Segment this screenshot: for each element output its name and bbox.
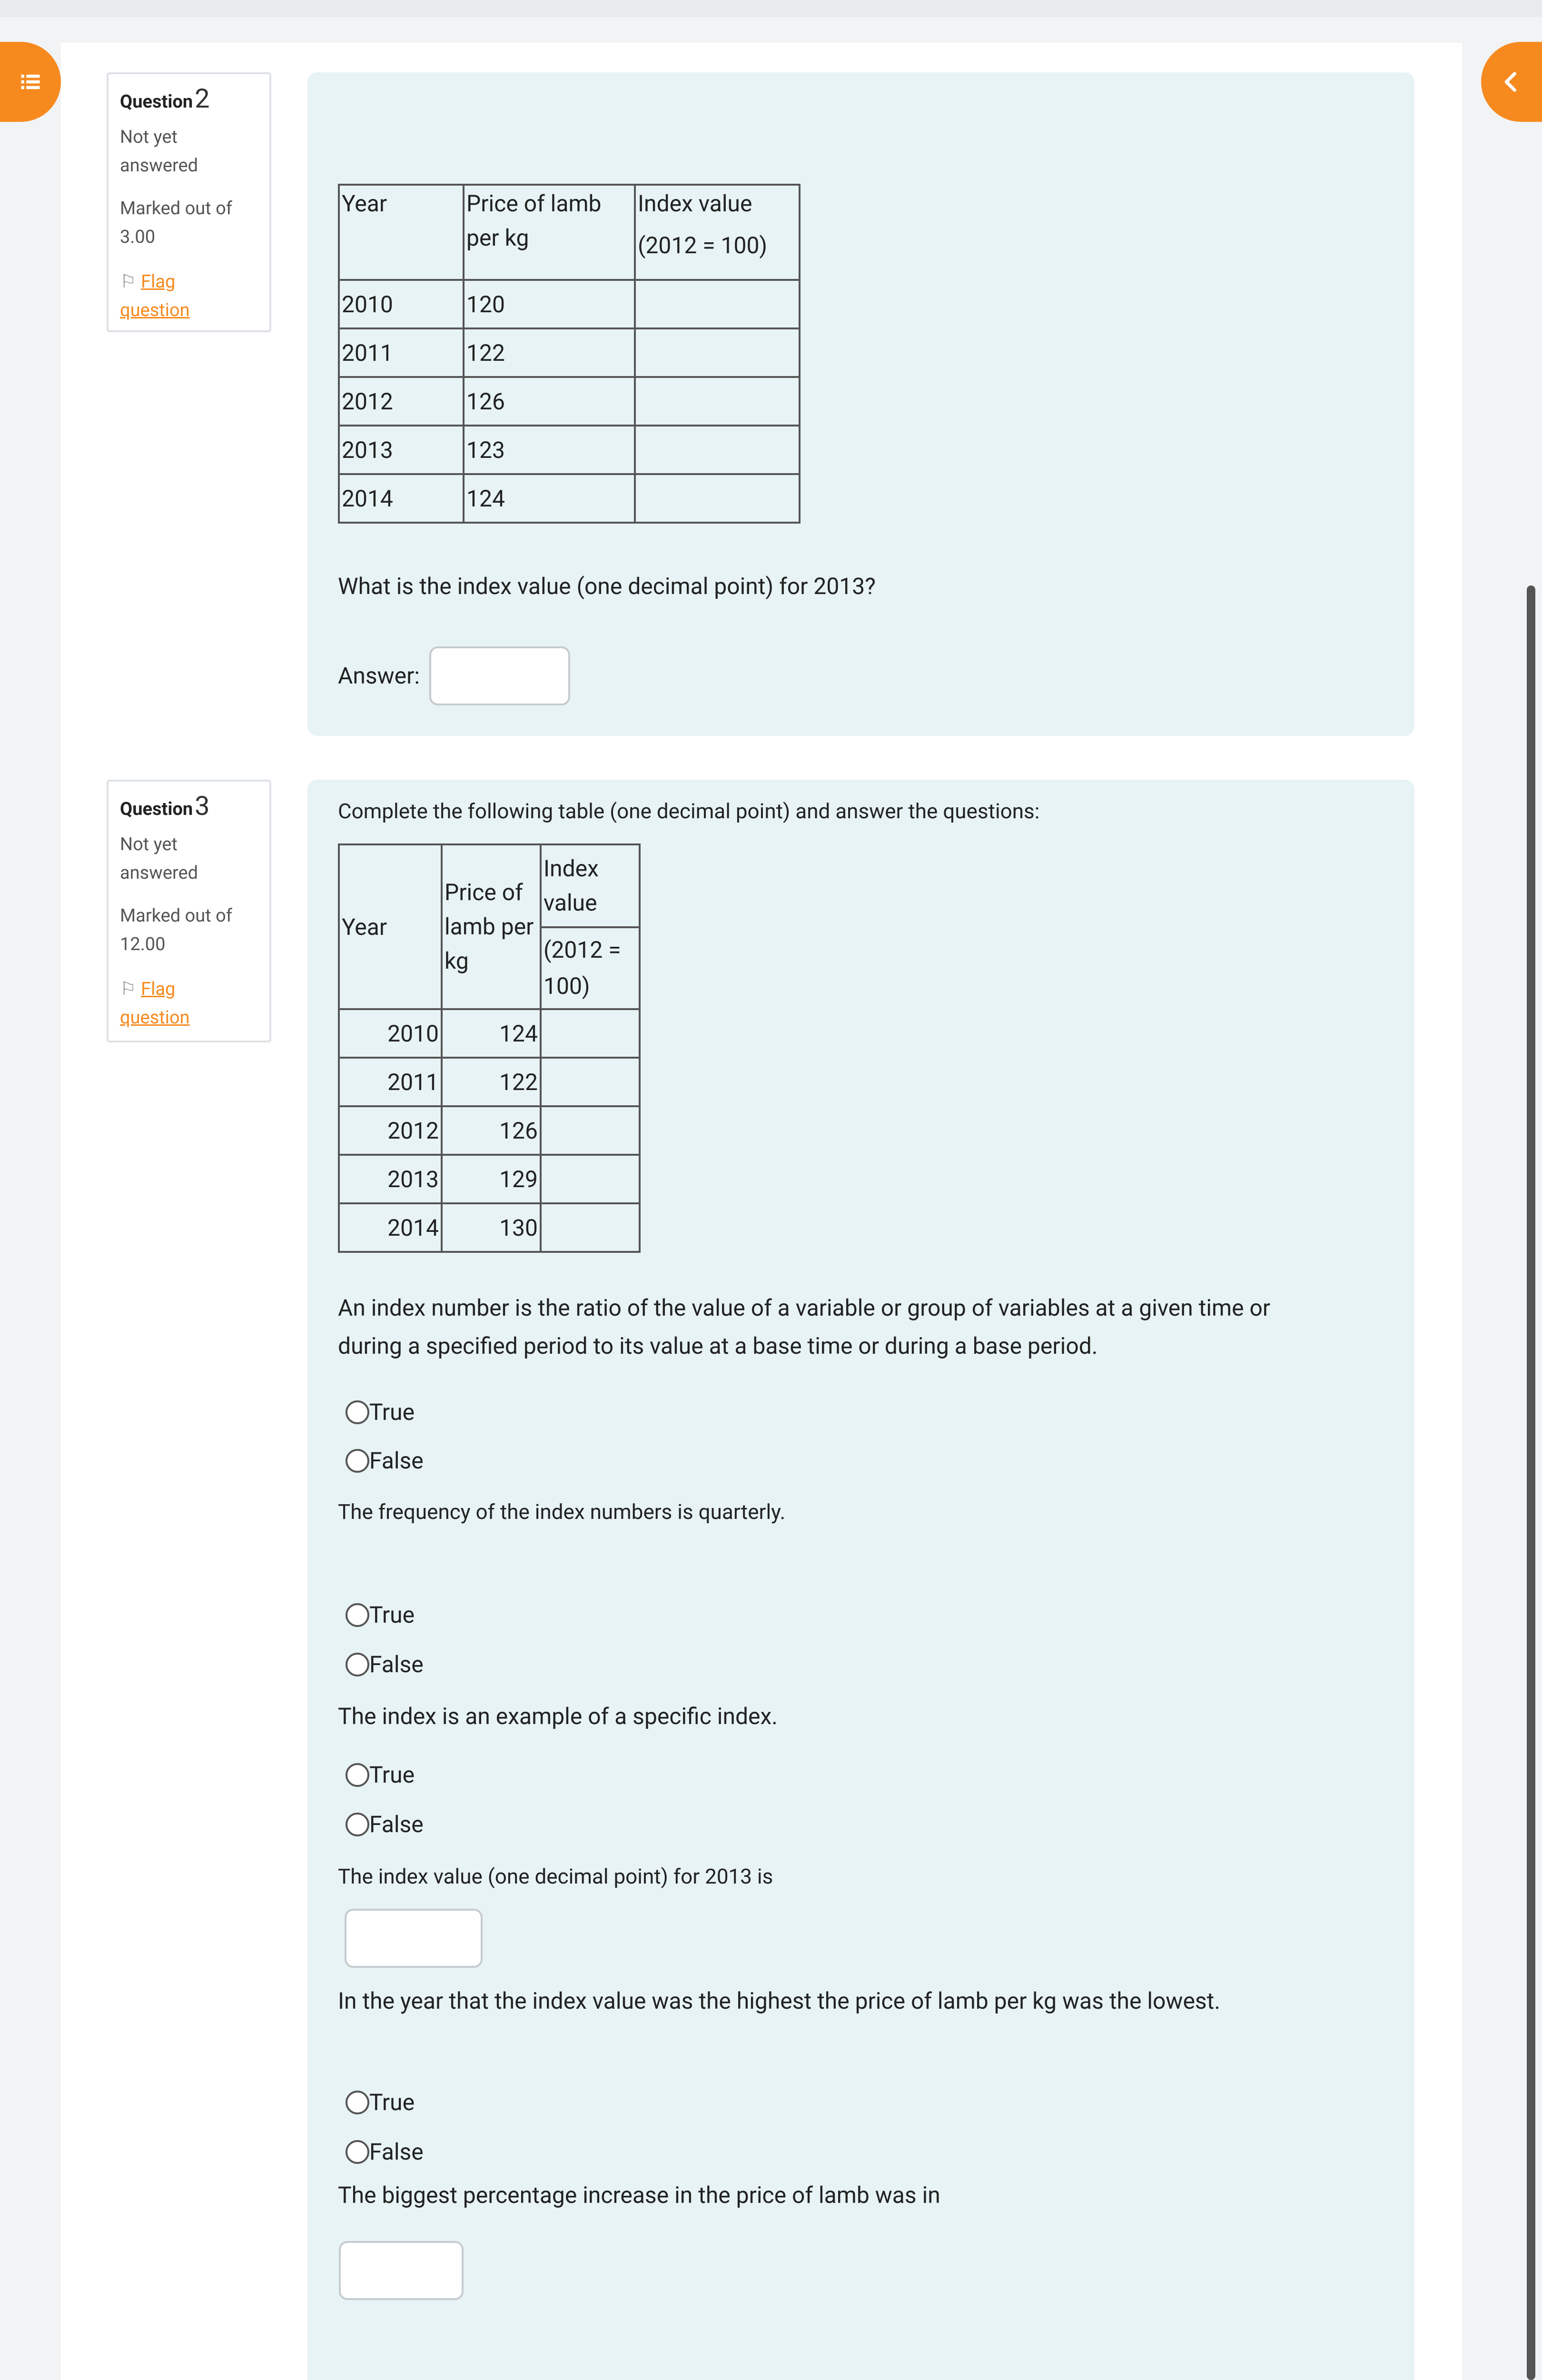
radio-circle	[346, 2091, 369, 2114]
question-mark: Marked out of 3.00	[120, 198, 232, 248]
flag-icon: ⚐	[120, 979, 137, 1000]
statement-4: The index value (one decimal point) for 2013 is	[338, 1864, 773, 1889]
flag-question-link[interactable]: ⚐ Flag question	[120, 271, 190, 321]
question-number: 2	[195, 83, 210, 114]
s3-true-radio[interactable]: True	[346, 1761, 415, 1788]
table-row: 2011 122	[339, 328, 800, 377]
s2-false-radio[interactable]: False	[346, 1651, 424, 1678]
question-label: Question	[120, 91, 193, 112]
radio-circle	[346, 1449, 369, 1473]
radio-circle	[346, 2140, 369, 2164]
s3-false-radio[interactable]: False	[346, 1811, 424, 1838]
chevron-left-icon	[1499, 69, 1524, 94]
question-state: Not yet answered	[120, 834, 198, 883]
s1-true-radio[interactable]: True	[346, 1398, 415, 1426]
table-header-cell: Price of lamb per kg	[464, 185, 635, 280]
table-row: 2014 130	[339, 1203, 640, 1252]
radio-circle	[346, 1763, 369, 1787]
table-header-cell: Year	[339, 185, 464, 280]
statement-2: The frequency of the index numbers is quarterly.	[338, 1499, 786, 1524]
flag-icon: ⚐	[120, 271, 137, 292]
s2-true-radio[interactable]: True	[346, 1601, 415, 1628]
s5-true-radio[interactable]: True	[346, 2089, 415, 2116]
question-label: Question	[120, 799, 193, 820]
table-header-cell: (2012 = 100)	[541, 927, 640, 1009]
question-number: 3	[195, 790, 210, 822]
table-header-row	[339, 185, 800, 280]
table-row: 2013 123	[339, 426, 800, 474]
question-state: Not yet answered	[120, 127, 198, 176]
table-header-cell: Index value	[541, 844, 640, 927]
index-2013-input[interactable]	[345, 1909, 483, 1968]
s5-false-radio[interactable]: False	[346, 2138, 424, 2165]
question-2-info	[107, 72, 271, 332]
radio-circle	[346, 1400, 369, 1424]
list-icon	[18, 69, 43, 94]
table-row: 2012 126	[339, 377, 800, 426]
statement-5: In the year that the index value was the highest the price of lamb per kg was the lowest.	[338, 1987, 1221, 2014]
question-2-text: What is the index value (one decimal point) for 2013?	[338, 573, 876, 600]
s1-false-radio[interactable]: False	[346, 1447, 424, 1474]
question-2-content	[307, 72, 1414, 736]
question-3-content	[307, 780, 1414, 2380]
radio-circle	[346, 1653, 369, 1676]
question-3-table	[338, 843, 641, 1253]
answer-label: Answer:	[338, 662, 420, 689]
answer-input[interactable]	[429, 646, 570, 705]
question-3-info	[107, 780, 271, 1042]
table-header-row	[339, 844, 640, 927]
statement-6: The biggest percentage increase in the price of lamb was in	[338, 2182, 940, 2209]
statement-1: An index number is the ratio of the value of a variable or group of variables at a given time or during a specified period to its value at a base time or during a base period.	[338, 1294, 1271, 1359]
table-row: 2013 129	[339, 1155, 640, 1203]
question-2-heading	[120, 83, 258, 114]
table-header-cell: Price of lamb per kg	[442, 844, 541, 1009]
table-row: 2014 124	[339, 474, 800, 523]
table-row: 2010 124	[339, 1009, 640, 1058]
question-mark: Marked out of 12.00	[120, 905, 232, 955]
scrollbar[interactable]	[1527, 585, 1535, 2380]
question-3-heading	[120, 790, 258, 822]
radio-circle	[346, 1813, 369, 1836]
top-strip	[0, 0, 1542, 17]
biggest-increase-input[interactable]	[339, 2241, 464, 2300]
table-header-cell: Year	[339, 844, 442, 1009]
table-row: 2012 126	[339, 1106, 640, 1155]
question-3-intro: Complete the following table (one decimal point) and answer the questions:	[338, 799, 1040, 823]
table-header-cell: Index value (2012 = 100)	[635, 185, 800, 280]
radio-circle	[346, 1603, 369, 1627]
flag-question-link[interactable]: ⚐ Flag question	[120, 979, 190, 1028]
quiz-navigation-toggle-button[interactable]	[1481, 42, 1542, 122]
question-2-table	[338, 184, 801, 524]
drawer-toggle-button[interactable]	[0, 42, 61, 122]
table-row: 2010 120	[339, 280, 800, 328]
table-row: 2011 122	[339, 1058, 640, 1106]
statement-3: The index is an example of a specific index.	[338, 1703, 778, 1730]
